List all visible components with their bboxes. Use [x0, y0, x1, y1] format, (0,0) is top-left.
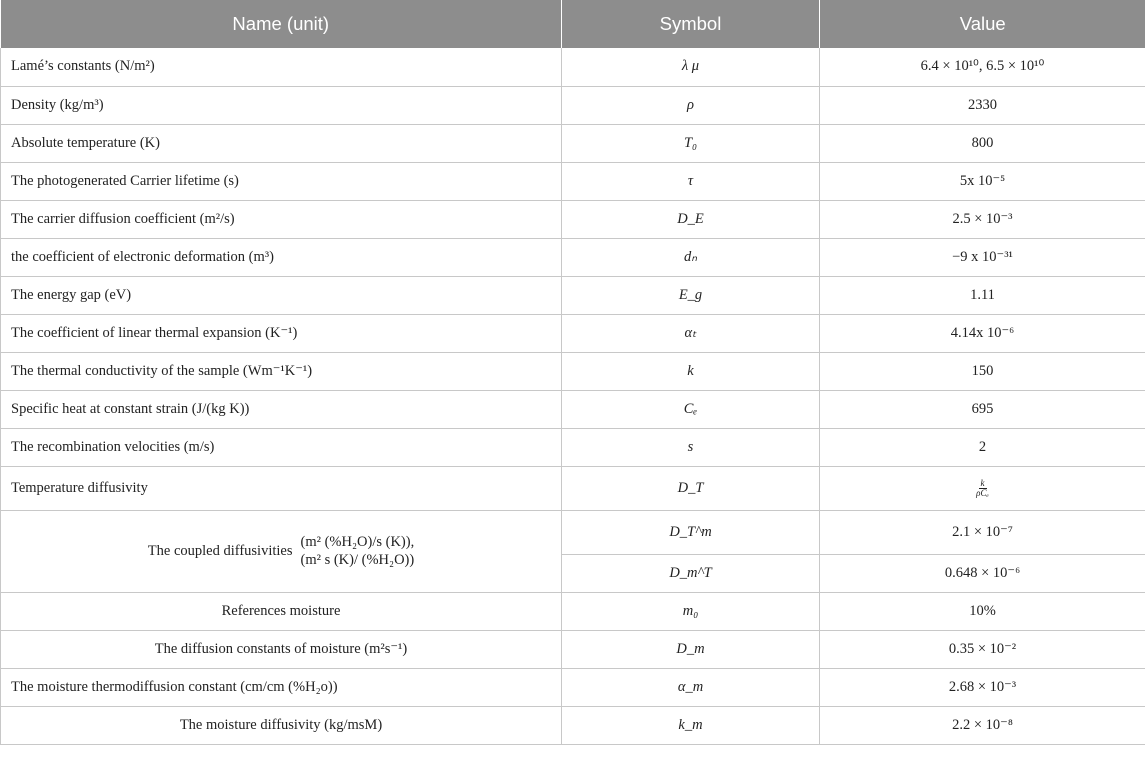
table-row — [1, 314, 1145, 352]
row-name: The diffusion constants of moisture (m²s⁻¹) — [1, 630, 562, 668]
row-symbol: Cₑ — [562, 390, 820, 428]
row-name: Specific heat at constant strain (J/(kg K)) — [1, 390, 562, 428]
row-value: 5x 10⁻⁵ — [820, 162, 1145, 200]
row-symbol: D_E — [562, 200, 820, 238]
row-name: The moisture thermodiffusion constant (cm/cm (%H₂o)) — [1, 668, 562, 706]
row-value: 2 — [820, 428, 1145, 466]
row-symbol: τ — [562, 162, 820, 200]
row-symbol: T₀ — [562, 124, 820, 162]
row-name: Temperature diffusivity — [1, 466, 562, 510]
table-row — [1, 592, 1145, 630]
table-row — [1, 124, 1145, 162]
table-row — [1, 428, 1145, 466]
coupled-unit-line2: (m² s (K)/ (%H₂O)) — [300, 552, 415, 568]
row-symbol: E_g — [562, 276, 820, 314]
row-symbol: α_m — [562, 668, 820, 706]
header-value: Value — [820, 0, 1145, 48]
row-name: Absolute temperature (K) — [1, 124, 562, 162]
table-row — [1, 238, 1145, 276]
coupled-unit-line1: (m² (%H₂O)/s (K)), — [300, 534, 415, 550]
fraction-numerator: k — [980, 477, 985, 488]
table-row — [1, 668, 1145, 706]
table-row — [1, 276, 1145, 314]
row-value: 2.5 × 10⁻³ — [820, 200, 1145, 238]
table-row — [1, 162, 1145, 200]
row-name: The energy gap (eV) — [1, 276, 562, 314]
row-symbol: dₙ — [562, 238, 820, 276]
table-row — [1, 48, 1145, 86]
row-value: 150 — [820, 352, 1145, 390]
row-name: the coefficient of electronic deformation (m³) — [1, 238, 562, 276]
row-symbol: ρ — [562, 86, 820, 124]
row-value: 10% — [820, 592, 1145, 630]
row-value: 0.35 × 10⁻² — [820, 630, 1145, 668]
row-symbol: m₀ — [562, 592, 820, 630]
row-symbol: D_T^m — [562, 510, 820, 554]
row-name: References moisture — [1, 592, 562, 630]
coupled-label: The coupled diffusivities — [147, 542, 293, 559]
row-value: 695 — [820, 390, 1145, 428]
table-row — [1, 466, 1145, 510]
row-symbol: k_m — [562, 706, 820, 744]
table-row — [1, 352, 1145, 390]
fraction-denominator: ρCₑ — [976, 487, 989, 498]
row-value: 6.4 × 10¹⁰, 6.5 × 10¹⁰ — [820, 48, 1145, 86]
row-name: The coefficient of linear thermal expansion (K⁻¹) — [1, 314, 562, 352]
row-value — [820, 466, 1145, 510]
row-value: 2330 — [820, 86, 1145, 124]
coupled-diffusivities-name — [1, 510, 562, 592]
table-row — [1, 200, 1145, 238]
header-symbol: Symbol — [562, 0, 820, 48]
header-row — [1, 0, 1145, 48]
table-row — [1, 706, 1145, 744]
row-name: The thermal conductivity of the sample (Wm⁻¹K⁻¹) — [1, 352, 562, 390]
row-value: 4.14x 10⁻⁶ — [820, 314, 1145, 352]
row-value: 800 — [820, 124, 1145, 162]
row-name: Density (kg/m³) — [1, 86, 562, 124]
row-symbol: D_m — [562, 630, 820, 668]
row-name: The moisture diffusivity (kg/msM) — [1, 706, 562, 744]
row-name: The recombination velocities (m/s) — [1, 428, 562, 466]
row-value: 2.68 × 10⁻³ — [820, 668, 1145, 706]
header-name-unit: Name (unit) — [1, 0, 562, 48]
row-value: 0.648 × 10⁻⁶ — [820, 554, 1145, 592]
row-symbol: αₜ — [562, 314, 820, 352]
table-row — [1, 630, 1145, 668]
row-symbol: s — [562, 428, 820, 466]
table-row — [1, 86, 1145, 124]
row-value: 2.1 × 10⁻⁷ — [820, 510, 1145, 554]
coupled-units — [301, 533, 415, 569]
table-row — [1, 510, 1145, 554]
row-symbol: D_T — [562, 466, 820, 510]
fraction-value — [976, 479, 989, 498]
row-value: 2.2 × 10⁻⁸ — [820, 706, 1145, 744]
row-symbol: k — [562, 352, 820, 390]
table-row — [1, 390, 1145, 428]
row-symbol: D_m^T — [562, 554, 820, 592]
row-value: 1.11 — [820, 276, 1145, 314]
row-value: −9 x 10⁻³¹ — [820, 238, 1145, 276]
row-name: Lamé’s constants (N/m²) — [1, 48, 562, 86]
row-name: The photogenerated Carrier lifetime (s) — [1, 162, 562, 200]
row-symbol: λ μ — [562, 48, 820, 86]
row-name: The carrier diffusion coefficient (m²/s) — [1, 200, 562, 238]
